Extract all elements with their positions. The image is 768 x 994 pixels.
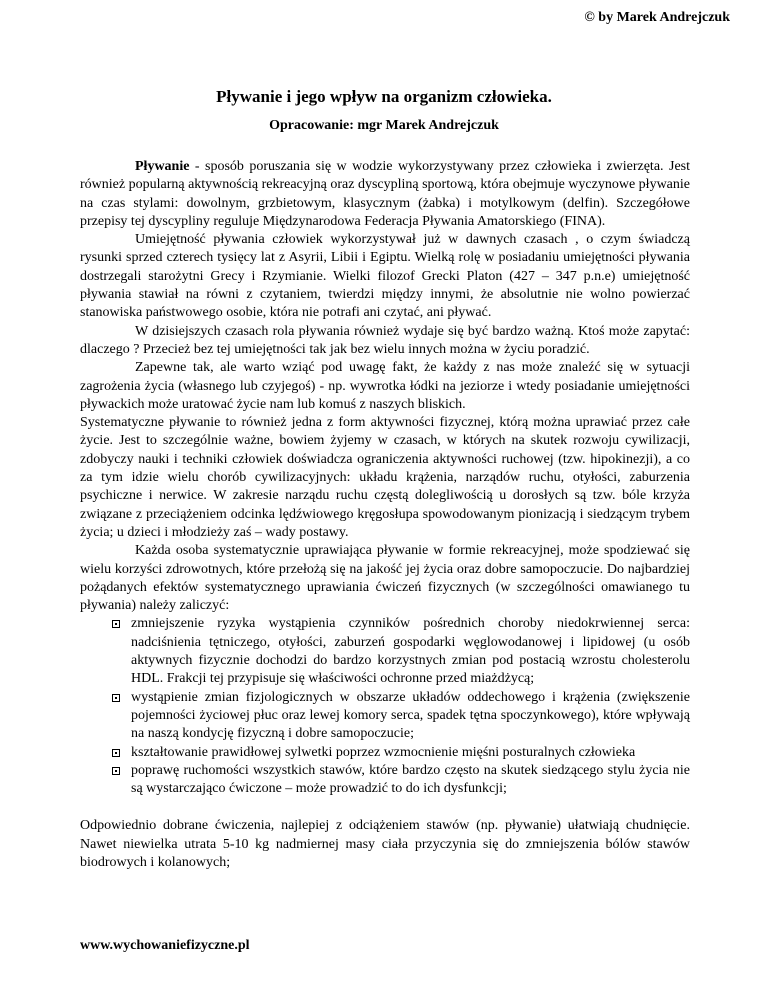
footer-url: www.wychowaniefizyczne.pl bbox=[80, 938, 250, 953]
list-item: zmniejszenie ryzyka wystąpienia czynników pośrednich choroby niedokrwiennej serca: nadciśnienia tętniczego, otyłości, zaburzeń gospodarki węglowodanowej i lipidowej (u osób aktywnych fizycznie dochodzi do bardzo korzystnych zmian pod postacią wzrostu cholesterolu HDL. Frakcji tej przypisuje się właściwości ochronne przed miażdżycą; bbox=[131, 615, 690, 688]
square-bullet-icon bbox=[112, 767, 120, 775]
paragraph-safety: Zapewne tak, ale warto wziąć pod uwagę fakt, że każdy z nas może znaleźć się w sytuacji zagrożenia życia (własnego lub czyjegoś) - np. wywrotka łódki na jeziorze i wtedy posiadanie umiejętności pływackich może uratować życie nam lub komuś z naszych bliskich. bbox=[80, 360, 690, 412]
list-item: kształtowanie prawidłowej sylwetki poprzez wzmocnienie mięśni posturalnych człowieka bbox=[131, 744, 690, 762]
paragraph-activity: Systematyczne pływanie to również jedna z form aktywności fizycznej, którą można uprawiać przez całe życie. Jest to szczególnie ważne, bowiem żyjemy w czasach, w których na skutek rozwoju cywilizacji, zdobyczy nauki i techniki człowiek doświadcza ograniczenia aktywności ruchowej (tzw. hipokinezji), a co za tym idzie wielu chorób cywilizacyjnych: układu krążenia, narządów ruchu, otyłości, zaburzenia psychiczne i nerwice. W zakresie narządu ruchu częstą dolegliwością u dorosłych są tzw. bóle krzyża związane z przeciążeniem odcinka lędźwiowego kręgosłupa spowodowanym pionizacją i siedzącym trybem życia; u dzieci i młodzieży zaś – wady postawy. bbox=[80, 415, 690, 540]
paragraph-history: Umiejętność pływania człowiek wykorzystywał już w dawnych czasach , o czym świadczą rysunki sprzed czterech tysięcy lat z Asyrii, Libii i Egiptu. Wielką rolę w posiadaniu umiejętności pływania dostrzegali starożytni Grecy i Rzymianie. Wielki filozof Grecki Platon (427 – 347 p.n.e) umiejętność pływania stawiał na równi z czytaniem, twierdzi między innymi, że absolutnie nie wolno powierzać stanowiska państwowego osobie, która nie potrafi ani czytać, ani pływać. bbox=[80, 232, 690, 321]
list-item: poprawę ruchomości wszystkich stawów, które bardzo często na skutek siedzącego stylu życia nie są wystarczająco ćwiczone – może prowadzić to do ich dysfunkcji; bbox=[131, 762, 690, 799]
document-title: Pływanie i jego wpływ na organizm człowieka. bbox=[216, 87, 552, 106]
paragraph-modern-role: W dzisiejszych czasach rola pływania również wydaje się być bardzo ważną. Ktoś może zapytać: dlaczego ? Przecież bez tej umiejętności tak jak bez wielu innych można w życiu poradzić. bbox=[80, 323, 690, 357]
list-item: wystąpienie zmian fizjologicznych w obszarze układów oddechowego i krążenia (zwiększenie pojemności życiowej płuc oraz lewej komory serca, spadek tętna spoczynkowego), które wpływają na naszą kondycję fizyczną i dobre samopoczucie; bbox=[131, 689, 690, 744]
article-body bbox=[80, 158, 690, 872]
paragraph-benefits: Każda osoba systematycznie uprawiająca pływanie w formie rekreacyjnej, może spodziewać się wielu korzyści zdrowotnych, które przełożą się na jakość jej życia oraz dobre samopoczucie. Do najbardziej pożądanych efektów systematycznego uprawiania ćwiczeń fizycznych (w szczególności omawianego tu pływania) należy zaliczyć: bbox=[80, 543, 690, 614]
intro-term: Pływanie bbox=[135, 159, 190, 174]
paragraph-intro bbox=[80, 158, 690, 231]
benefits-list bbox=[80, 615, 690, 798]
square-bullet-icon bbox=[112, 749, 120, 757]
square-bullet-icon bbox=[112, 620, 120, 628]
copyright-notice: © by Marek Andrejczuk bbox=[584, 10, 730, 25]
square-bullet-icon bbox=[112, 694, 120, 702]
intro-text: - sposób poruszania się w wodzie wykorzystywany przez człowieka i zwierzęta. Jest również popularną aktywnością rekreacyjną oraz dyscypliną sportową, która obejmuje wyczynowe pływanie na czas stylami: dowolnym, grzbietowym, klasycznym (żabka) i motylkowym (delfin). Szczegółowe przepisy tej dyscypliny reguluje Międzynarodowa Federacja Pływania Amatorskiego (FINA). bbox=[80, 159, 690, 229]
document-author: Opracowanie: mgr Marek Andrejczuk bbox=[269, 118, 499, 133]
paragraph-weight-loss: Odpowiednio dobrane ćwiczenia, najlepiej z odciążeniem stawów (np. pływanie) ułatwiają chudnięcie. Nawet niewielka utrata 5-10 kg nadmiernej masy ciała przyczynia się do zmniejszenia bólów stawów biodrowych i kolanowych; bbox=[80, 818, 690, 870]
